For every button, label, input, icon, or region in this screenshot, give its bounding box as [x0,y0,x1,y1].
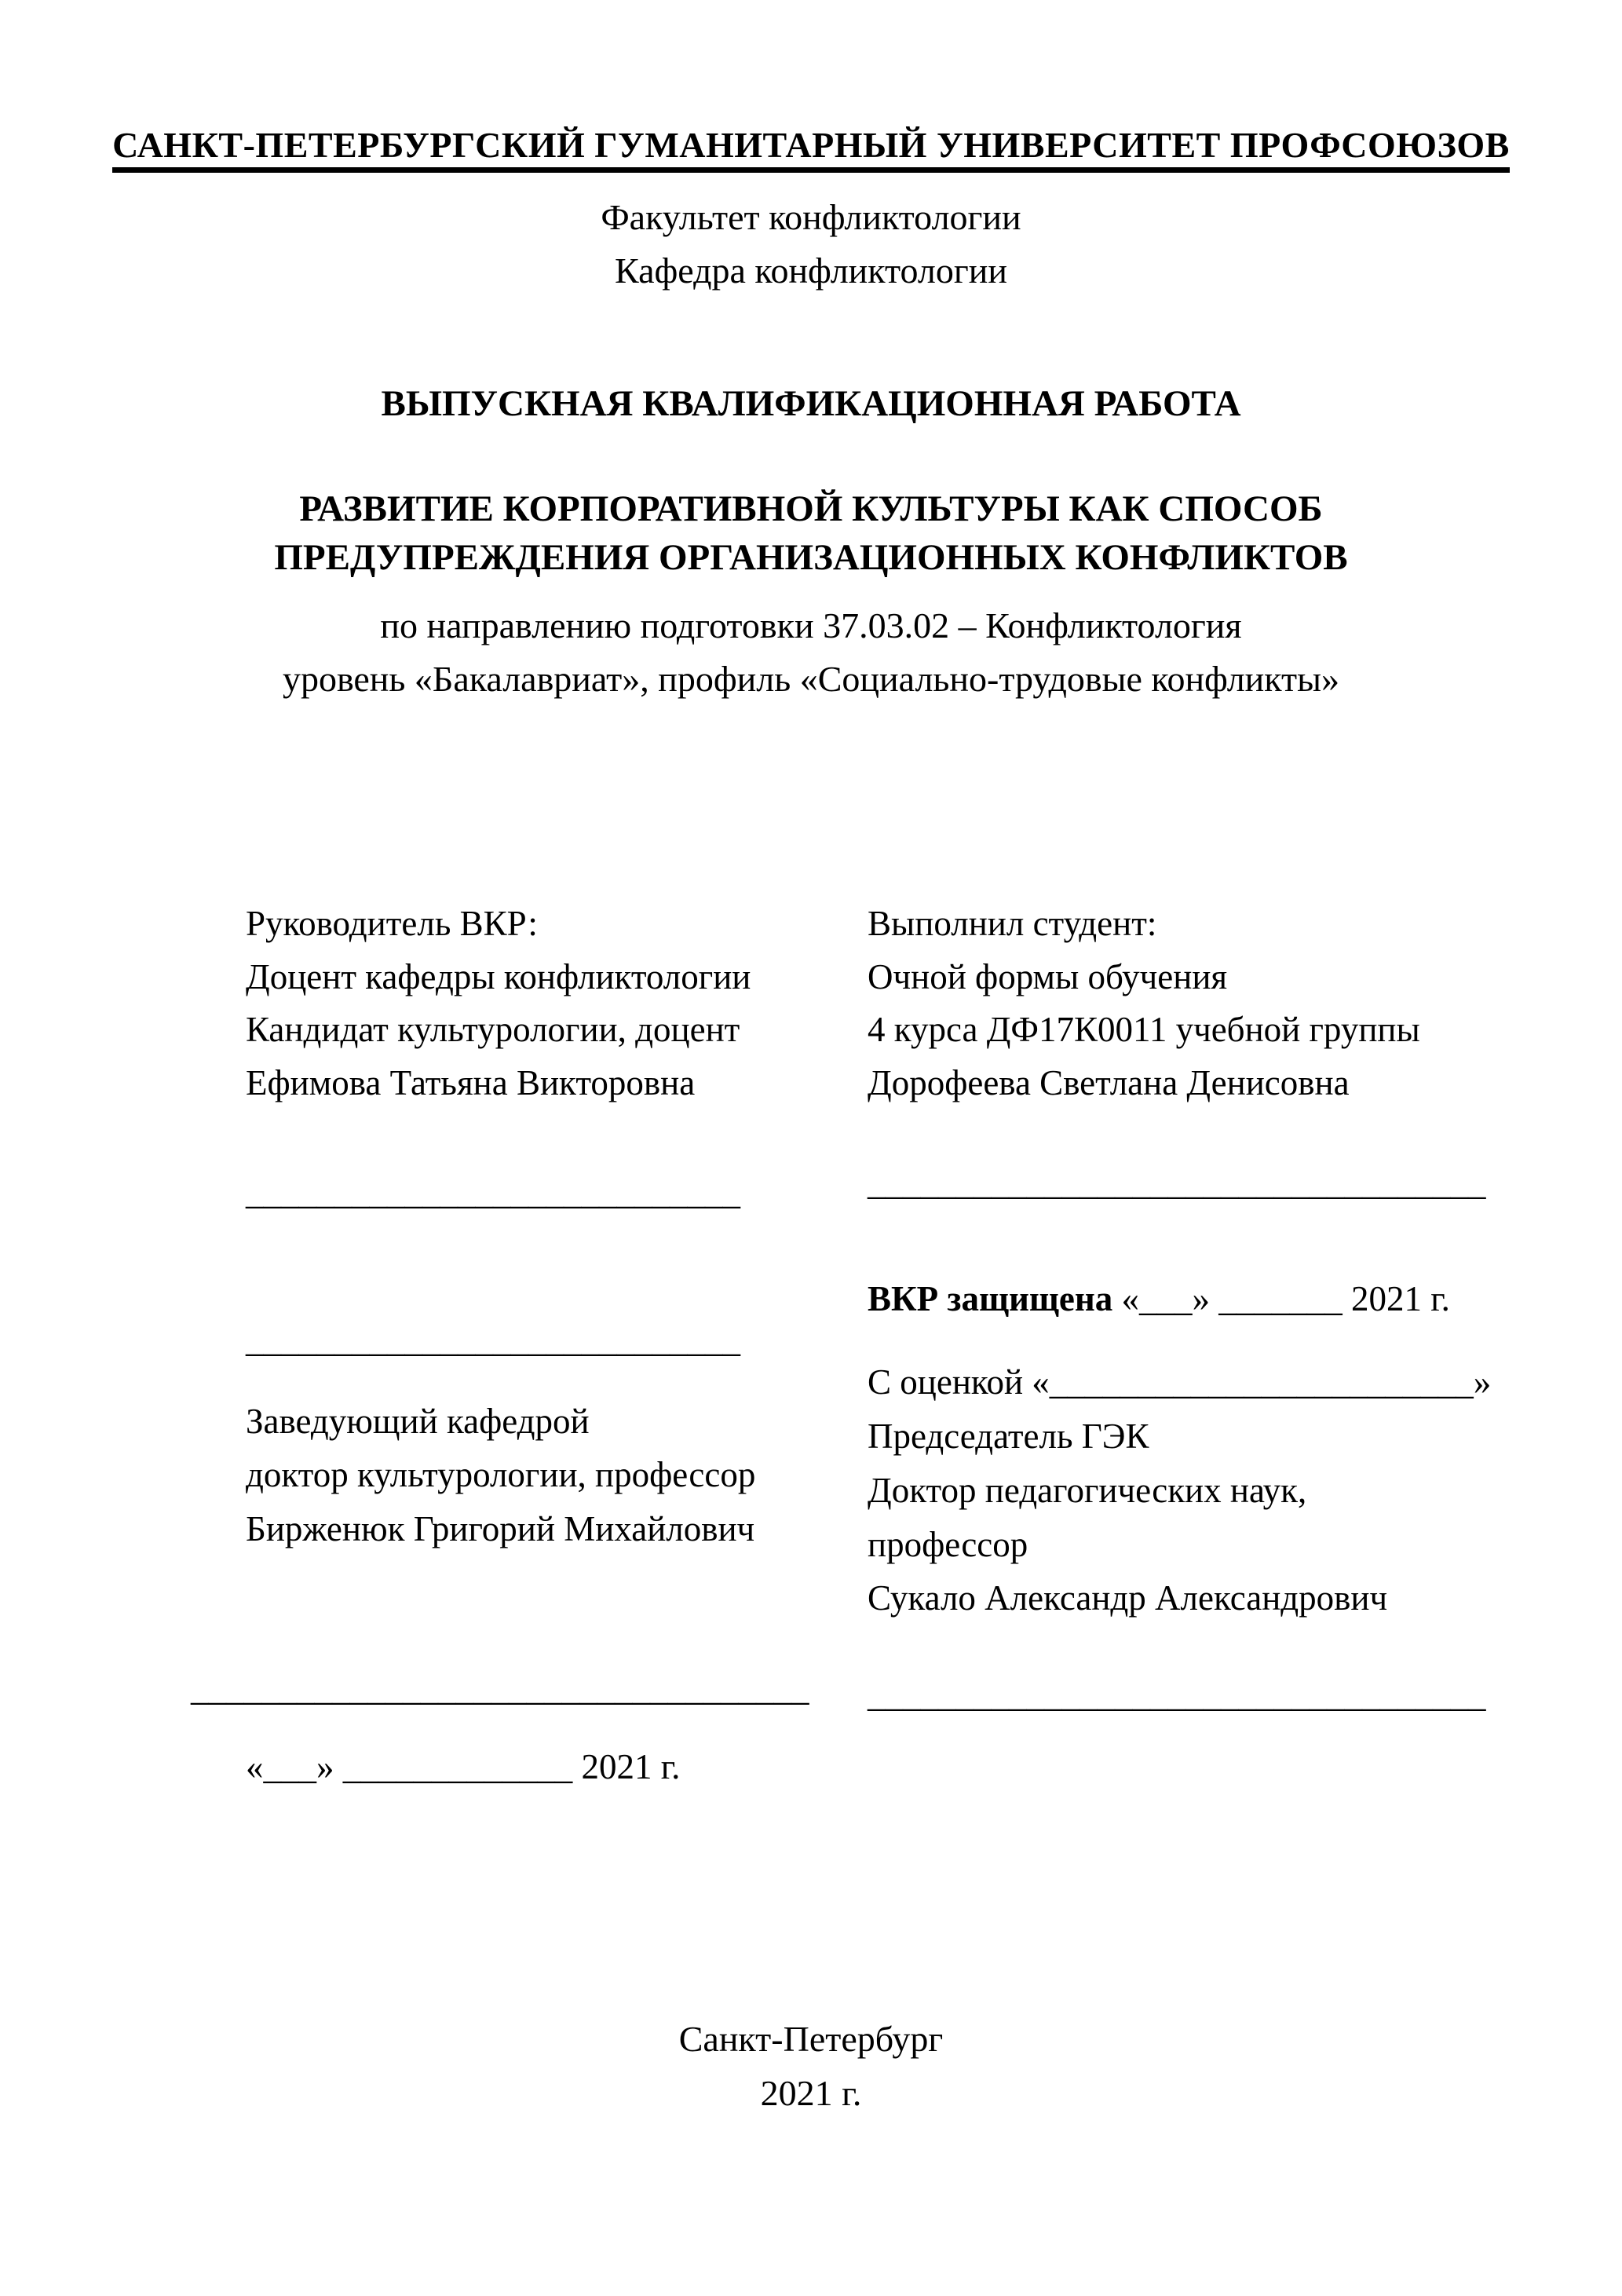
level-line: уровень «Бакалавриат», профиль «Социально-трудовые конфликты» [282,659,1340,699]
chairman-signature-line: ___________________________________ [868,1675,1486,1715]
head-of-department-block [246,1395,831,1556]
student-group: 4 курса ДФ17К0011 учебной группы [868,1010,1420,1049]
student-study-form: Очной формы обучения [868,956,1228,996]
supervisor-signature-line: ____________________________ [246,1172,740,1212]
chairman-name: Сукало Александр Александрович [868,1578,1388,1618]
head-of-department-date-line: «___» _____________ 2021 г. [246,1746,681,1786]
left-column [191,898,831,1793]
student-signature-line: ___________________________________ [868,1163,1486,1202]
supervisor-signature-line-2: ____________________________ [246,1319,740,1359]
student-name: Дорофеева Светлана Денисовна [868,1062,1350,1102]
defense-status-date: «___» _______ 2021 г. [1121,1278,1450,1318]
head-of-department-heading: Заведующий кафедрой [246,1402,590,1441]
supervisor-degree: Кандидат культурологии, доцент [246,1010,740,1049]
supervisor-heading: Руководитель ВКР: [246,904,538,943]
defense-status-label: ВКР защищена [868,1278,1113,1318]
chairman-title: профессор [868,1524,1028,1564]
chairman-heading: Председатель ГЭК [868,1416,1149,1456]
program-line: по направлению подготовки 37.03.02 – Конфликтология [380,605,1242,645]
thesis-title [0,484,1622,582]
work-type-heading: ВЫПУСКНАЯ КВАЛИФИКАЦИОННАЯ РАБОТА [381,383,1241,424]
thesis-title-line1: РАЗВИТИЕ КОРПОРАТИВНОЙ КУЛЬТУРЫ КАК СПОСОБ [299,488,1323,529]
right-column [868,898,1507,1722]
head-of-department-signature-line: ___________________________________ [191,1669,809,1709]
footer [0,2012,1622,2120]
footer-year: 2021 г. [760,2073,862,2113]
head-of-department-degree: доктор культурологии, профессор [246,1455,756,1495]
student-heading: Выполнил студент: [868,904,1157,943]
supervisor-position: Доцент кафедры конфликтологии [246,956,751,996]
university-name-text: САНКТ-ПЕТЕРБУРГСКИЙ ГУМАНИТАРНЫЙ УНИВЕРСИТЕТ ПРОФСОЮЗОВ [112,125,1510,173]
faculty-name: Факультет конфликтологии [601,197,1021,237]
university-name [0,124,1622,166]
defense-status-line [868,1273,1507,1326]
thesis-title-line2: ПРЕДУПРЕЖДЕНИЯ ОРГАНИЗАЦИОННЫХ КОНФЛИКТОВ [274,537,1348,579]
head-of-department-name: Бирженюк Григорий Михайлович [246,1508,755,1548]
supervisor-name: Ефимова Татьяна Викторовна [246,1062,696,1102]
grade-block [868,1355,1507,1625]
grade-line: С оценкой «________________________» [868,1362,1492,1402]
footer-city: Санкт-Петербург [678,2019,944,2059]
chairman-degree: Доктор педагогических наук, [868,1470,1307,1510]
department-name: Кафедра конфликтологии [615,250,1007,291]
